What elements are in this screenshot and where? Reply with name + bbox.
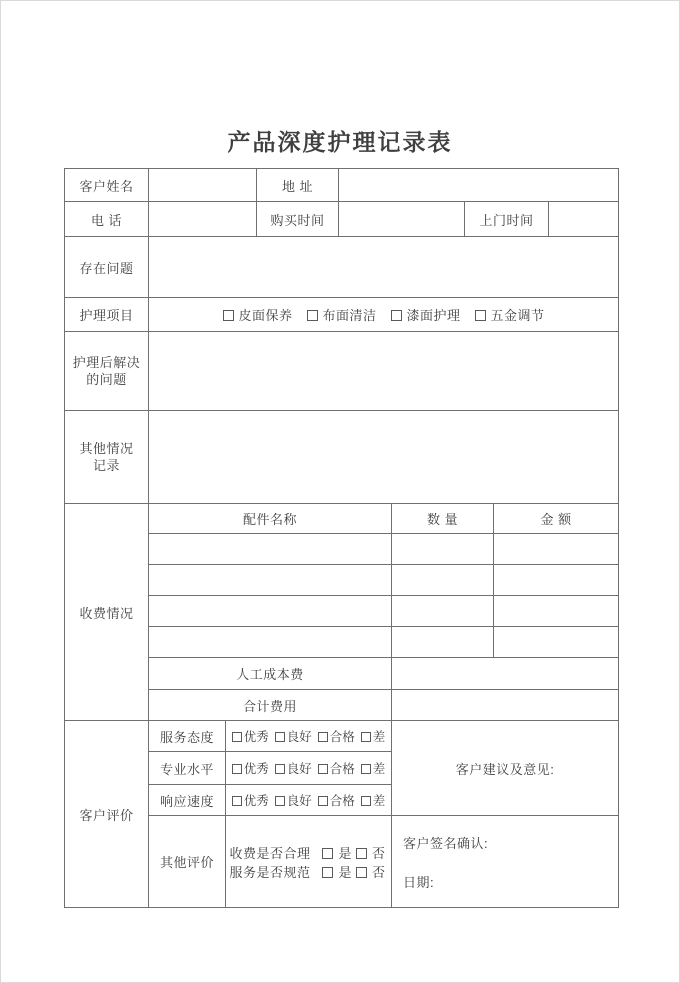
other-evaluation-label: 其他评价 bbox=[149, 816, 226, 908]
signature-cell[interactable] bbox=[392, 816, 619, 908]
other-records-label: 其他情况 记录 bbox=[65, 411, 149, 504]
rating-option-4 bbox=[361, 794, 386, 808]
rating-options bbox=[226, 791, 391, 809]
signature-label: 客户签名确认: bbox=[403, 835, 489, 851]
other-eval-item-label: 服务是否规范 bbox=[229, 864, 311, 880]
row-solved-problems bbox=[65, 332, 619, 411]
labor-cost-label: 人工成本费 bbox=[149, 658, 392, 690]
care-option-label: 五金调节 bbox=[490, 308, 545, 323]
rating-option-label: 合格 bbox=[329, 762, 355, 776]
rating-label-response-speed: 响应速度 bbox=[149, 785, 226, 816]
row-customer-info bbox=[65, 169, 619, 202]
yesno-option-label: 否 bbox=[372, 864, 386, 880]
row-rating-service-attitude bbox=[65, 721, 619, 752]
checkbox-icon[interactable] bbox=[232, 764, 242, 774]
checkbox-icon[interactable] bbox=[356, 848, 367, 859]
phone-label: 电 话 bbox=[65, 202, 149, 237]
checkbox-icon[interactable] bbox=[318, 764, 328, 774]
fee-table-row bbox=[65, 596, 619, 627]
rating-options bbox=[226, 759, 391, 777]
rating-option-label: 合格 bbox=[329, 730, 355, 744]
rating-option-label: 良好 bbox=[286, 794, 312, 808]
address-field[interactable] bbox=[339, 169, 619, 202]
rating-option-label: 合格 bbox=[329, 794, 355, 808]
care-option-3 bbox=[391, 308, 461, 323]
care-option-label: 布面清洁 bbox=[322, 308, 377, 323]
rating-label-service-attitude: 服务态度 bbox=[149, 721, 226, 752]
labor-cost-field[interactable] bbox=[392, 658, 619, 690]
checkbox-icon[interactable] bbox=[318, 732, 328, 742]
row-phone-times bbox=[65, 202, 619, 237]
rating-option-label: 优秀 bbox=[243, 794, 269, 808]
yesno-option-1 bbox=[322, 865, 352, 880]
rating-option-label: 差 bbox=[372, 794, 386, 808]
record-form-table bbox=[64, 168, 619, 908]
rating-option-label: 良好 bbox=[286, 762, 312, 776]
yesno-option-1 bbox=[322, 846, 352, 861]
rating-option-2 bbox=[275, 762, 312, 776]
checkbox-icon[interactable] bbox=[322, 867, 333, 878]
solved-problems-field[interactable] bbox=[149, 332, 619, 411]
rating-option-label: 差 bbox=[372, 730, 386, 744]
row-care-items bbox=[65, 298, 619, 332]
checkbox-icon[interactable] bbox=[318, 796, 328, 806]
rating-option-label: 优秀 bbox=[243, 762, 269, 776]
rating-label-professional-level: 专业水平 bbox=[149, 752, 226, 785]
checkbox-icon[interactable] bbox=[361, 732, 371, 742]
suggestions-cell[interactable] bbox=[392, 721, 619, 816]
purchase-time-label: 购买时间 bbox=[257, 202, 339, 237]
evaluation-section-label: 客户评价 bbox=[65, 721, 149, 908]
customer-name-field[interactable] bbox=[149, 169, 257, 202]
fee-table-row bbox=[65, 565, 619, 596]
rating-option-3 bbox=[318, 730, 355, 744]
visit-time-label: 上门时间 bbox=[465, 202, 549, 237]
row-labor-cost bbox=[65, 658, 619, 690]
fees-section-label: 收费情况 bbox=[65, 504, 149, 721]
fee-part-name-cell[interactable] bbox=[149, 534, 392, 565]
other-evaluation-cell bbox=[226, 816, 392, 908]
other-records-field[interactable] bbox=[149, 411, 619, 504]
checkbox-icon[interactable] bbox=[475, 310, 486, 321]
rating-option-1 bbox=[232, 794, 269, 808]
rating-option-2 bbox=[275, 794, 312, 808]
fee-col-amount: 金 额 bbox=[494, 504, 619, 534]
rating-cell-professional-level bbox=[226, 752, 392, 785]
checkbox-icon[interactable] bbox=[275, 764, 285, 774]
fee-amount-cell[interactable] bbox=[494, 534, 619, 565]
rating-option-1 bbox=[232, 730, 269, 744]
fee-amount-cell[interactable] bbox=[494, 596, 619, 627]
existing-problems-field[interactable] bbox=[149, 237, 619, 298]
fee-part-name-cell[interactable] bbox=[149, 565, 392, 596]
care-items-cell bbox=[149, 298, 619, 332]
rating-option-4 bbox=[361, 762, 386, 776]
page-title: 产品深度护理记录表 bbox=[227, 129, 453, 155]
other-eval-content bbox=[226, 843, 391, 881]
other-eval-item-2 bbox=[229, 862, 387, 881]
fee-table-row bbox=[65, 534, 619, 565]
rating-option-4 bbox=[361, 730, 386, 744]
fee-amount-cell[interactable] bbox=[494, 565, 619, 596]
rating-option-label: 良好 bbox=[286, 730, 312, 744]
rating-option-3 bbox=[318, 794, 355, 808]
rating-option-3 bbox=[318, 762, 355, 776]
checkbox-icon[interactable] bbox=[356, 867, 367, 878]
care-items-label: 护理项目 bbox=[65, 298, 149, 332]
rating-option-label: 优秀 bbox=[243, 730, 269, 744]
customer-name-label: 客户姓名 bbox=[65, 169, 149, 202]
care-option-2 bbox=[307, 308, 377, 323]
suggestions-label: 客户建议及意见: bbox=[455, 761, 555, 777]
checkbox-icon[interactable] bbox=[307, 310, 318, 321]
checkbox-icon[interactable] bbox=[275, 796, 285, 806]
fee-table-row bbox=[65, 627, 619, 658]
checkbox-icon[interactable] bbox=[322, 848, 333, 859]
row-other-records bbox=[65, 411, 619, 504]
checkbox-icon[interactable] bbox=[391, 310, 402, 321]
care-option-label: 皮面保养 bbox=[238, 308, 293, 323]
fee-quantity-cell[interactable] bbox=[392, 596, 494, 627]
solved-problems-label: 护理后解决 的问题 bbox=[65, 332, 149, 411]
care-option-label: 漆面护理 bbox=[406, 308, 461, 323]
yesno-option-2 bbox=[356, 865, 386, 880]
fee-amount-cell[interactable] bbox=[494, 627, 619, 658]
other-eval-item-label: 收费是否合理 bbox=[229, 845, 311, 861]
fee-quantity-cell[interactable] bbox=[392, 534, 494, 565]
fee-quantity-cell[interactable] bbox=[392, 627, 494, 658]
yesno-option-label: 是 bbox=[338, 864, 352, 880]
date-label: 日期: bbox=[403, 874, 435, 890]
total-cost-field[interactable] bbox=[392, 690, 619, 721]
checkbox-icon[interactable] bbox=[223, 310, 234, 321]
checkbox-icon[interactable] bbox=[232, 732, 242, 742]
total-cost-label: 合计费用 bbox=[149, 690, 392, 721]
checkbox-icon[interactable] bbox=[275, 732, 285, 742]
existing-problems-label: 存在问题 bbox=[65, 237, 149, 298]
phone-field[interactable] bbox=[149, 202, 257, 237]
checkbox-icon[interactable] bbox=[361, 796, 371, 806]
care-options bbox=[149, 305, 618, 324]
row-existing-problems bbox=[65, 237, 619, 298]
rating-options bbox=[226, 727, 391, 745]
fee-part-name-cell[interactable] bbox=[149, 627, 392, 658]
care-option-4 bbox=[475, 308, 545, 323]
other-eval-item-1 bbox=[229, 843, 387, 862]
address-label: 地 址 bbox=[257, 169, 339, 202]
rating-option-1 bbox=[232, 762, 269, 776]
visit-time-field[interactable] bbox=[549, 202, 619, 237]
row-other-evaluation bbox=[65, 816, 619, 908]
fee-quantity-cell[interactable] bbox=[392, 565, 494, 596]
checkbox-icon[interactable] bbox=[232, 796, 242, 806]
fee-col-quantity: 数 量 bbox=[392, 504, 494, 534]
rating-option-label: 差 bbox=[372, 762, 386, 776]
purchase-time-field[interactable] bbox=[339, 202, 465, 237]
fee-part-name-cell[interactable] bbox=[149, 596, 392, 627]
row-total-cost bbox=[65, 690, 619, 721]
row-fees-header bbox=[65, 504, 619, 534]
yesno-option-label: 否 bbox=[372, 845, 386, 861]
rating-cell-service-attitude bbox=[226, 721, 392, 752]
yesno-option-label: 是 bbox=[338, 845, 352, 861]
rating-option-2 bbox=[275, 730, 312, 744]
care-option-1 bbox=[223, 308, 293, 323]
yesno-option-2 bbox=[356, 846, 386, 861]
rating-cell-response-speed bbox=[226, 785, 392, 816]
fee-col-part-name: 配件名称 bbox=[149, 504, 392, 534]
checkbox-icon[interactable] bbox=[361, 764, 371, 774]
